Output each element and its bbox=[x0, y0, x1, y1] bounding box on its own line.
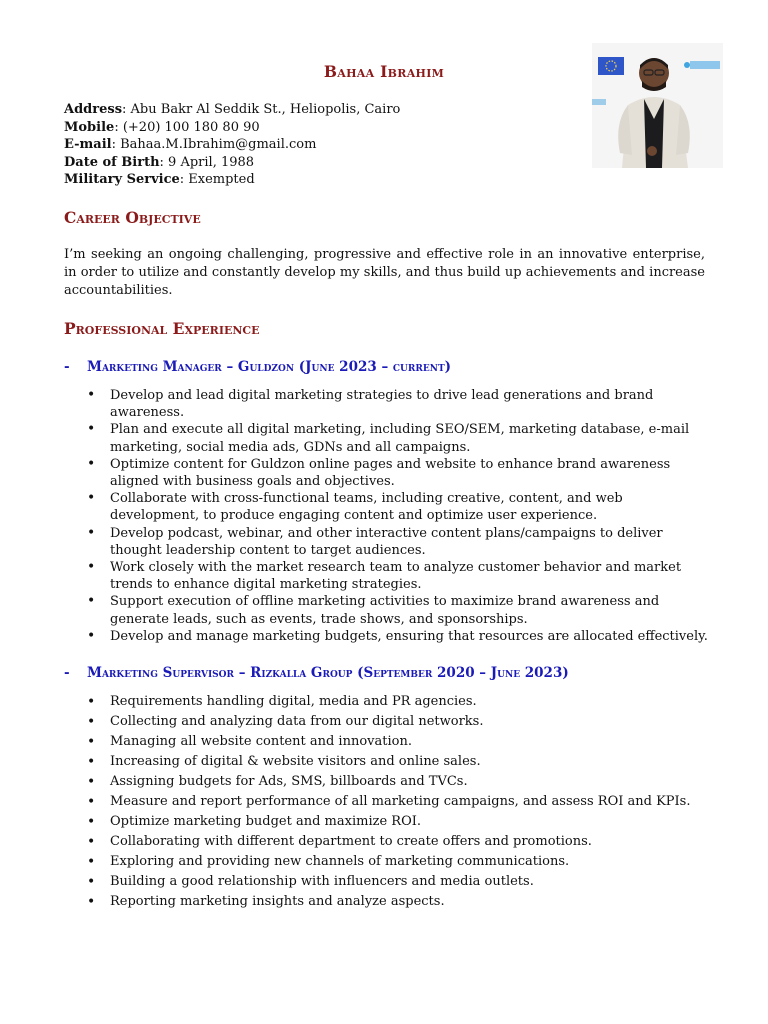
list-item: • Develop and manage marketing budgets, ensuring that resources are allocated effectively. bbox=[87, 628, 712, 645]
job-2-responsibilities bbox=[87, 692, 712, 912]
job-title-2 bbox=[64, 665, 569, 681]
contact-mobile: Mobile: (+20) 100 180 80 90 bbox=[64, 119, 260, 135]
job-1-responsibilities bbox=[87, 387, 712, 645]
contact-value[interactable]: Bahaa.M.Ibrahim@gmail.com bbox=[120, 137, 317, 152]
contact-label: E-mail bbox=[64, 137, 112, 152]
contact-value: Exempted bbox=[188, 172, 255, 187]
profile-photo bbox=[592, 43, 723, 168]
list-item: • Exploring and providing new channels of marketing communications. bbox=[87, 852, 712, 872]
list-item: • Plan and execute all digital marketing, including SEO/SEM, marketing database, e-mail marketing, social media ads, GDNs and all campaigns. bbox=[87, 421, 712, 455]
experience-heading: Professional Experience bbox=[64, 319, 260, 338]
contact-value: (+20) 100 180 80 90 bbox=[122, 119, 260, 135]
list-item: • Develop podcast, webinar, and other interactive content plans/campaigns to deliver thought leadership content to target audiences. bbox=[87, 525, 712, 559]
contact-military: Military Service: Exempted bbox=[64, 172, 255, 187]
job-title-text: Marketing Supervisor – Rizkalla Group (September 2020 – June 2023) bbox=[87, 665, 569, 681]
list-item: • Support execution of offline marketing activities to maximize brand awareness and generate leads, such as events, trade shows, and sponsorships. bbox=[87, 593, 712, 627]
contact-address: Address: Abu Bakr Al Seddik St., Heliopolis, Cairo bbox=[64, 102, 401, 117]
contact-value: 9 April, 1988 bbox=[168, 154, 255, 170]
list-item: • Building a good relationship with influencers and media outlets. bbox=[87, 872, 712, 892]
list-item: • Reporting marketing insights and analyze aspects. bbox=[87, 892, 712, 912]
contact-label: Date of Birth bbox=[64, 154, 160, 170]
list-item: • Measure and report performance of all marketing campaigns, and assess ROI and KPIs. bbox=[87, 792, 712, 812]
job-title-text: Marketing Manager – Guldzon (June 2023 – current) bbox=[87, 359, 452, 375]
contact-email: E-mail: Bahaa.M.Ibrahim@gmail.com bbox=[64, 137, 317, 152]
profile-photo-image bbox=[592, 43, 723, 168]
job-dash: - bbox=[64, 665, 70, 681]
career-objective-text: I’m seeking an ongoing challenging, progressive and effective role in an innovative enterprise, in order to utilize and constantly develop my skills, and thus build up achievements and increase accountabilities. bbox=[64, 247, 705, 298]
list-item: • Optimize marketing budget and maximize ROI. bbox=[87, 812, 712, 832]
job-title-1 bbox=[64, 359, 451, 375]
list-item: • Collaborating with different department to create offers and promotions. bbox=[87, 832, 712, 852]
list-item: • Increasing of digital & website visitors and online sales. bbox=[87, 752, 712, 772]
list-item: • Work closely with the market research team to analyze customer behavior and market trends to enhance digital marketing strategies. bbox=[87, 559, 712, 593]
contact-label: Mobile bbox=[64, 119, 115, 135]
candidate-name: Bahaa Ibrahim bbox=[323, 62, 445, 81]
list-item: • Managing all website content and innovation. bbox=[87, 732, 712, 752]
contact-label: Address bbox=[64, 102, 123, 117]
list-item: • Assigning budgets for Ads, SMS, billboards and TVCs. bbox=[87, 772, 712, 792]
contact-value: Abu Bakr Al Seddik St., Heliopolis, Cairo bbox=[130, 102, 401, 117]
job-dash: - bbox=[64, 359, 70, 375]
list-item: • Develop and lead digital marketing strategies to drive lead generations and brand awareness. bbox=[87, 387, 712, 421]
list-item: • Collecting and analyzing data from our digital networks. bbox=[87, 712, 712, 732]
list-item: • Optimize content for Guldzon online pages and website to enhance brand awareness aligned with business goals and objectives. bbox=[87, 456, 712, 490]
contact-label: Military Service bbox=[64, 172, 180, 187]
contact-dob: Date of Birth: 9 April, 1988 bbox=[64, 154, 255, 170]
career-objective-heading: Career Objective bbox=[64, 208, 201, 227]
contact-info bbox=[64, 101, 400, 189]
list-item: • Requirements handling digital, media and PR agencies. bbox=[87, 692, 712, 712]
list-item: • Collaborate with cross-functional teams, including creative, content, and web development, to produce engaging content and optimize user experience. bbox=[87, 490, 712, 524]
